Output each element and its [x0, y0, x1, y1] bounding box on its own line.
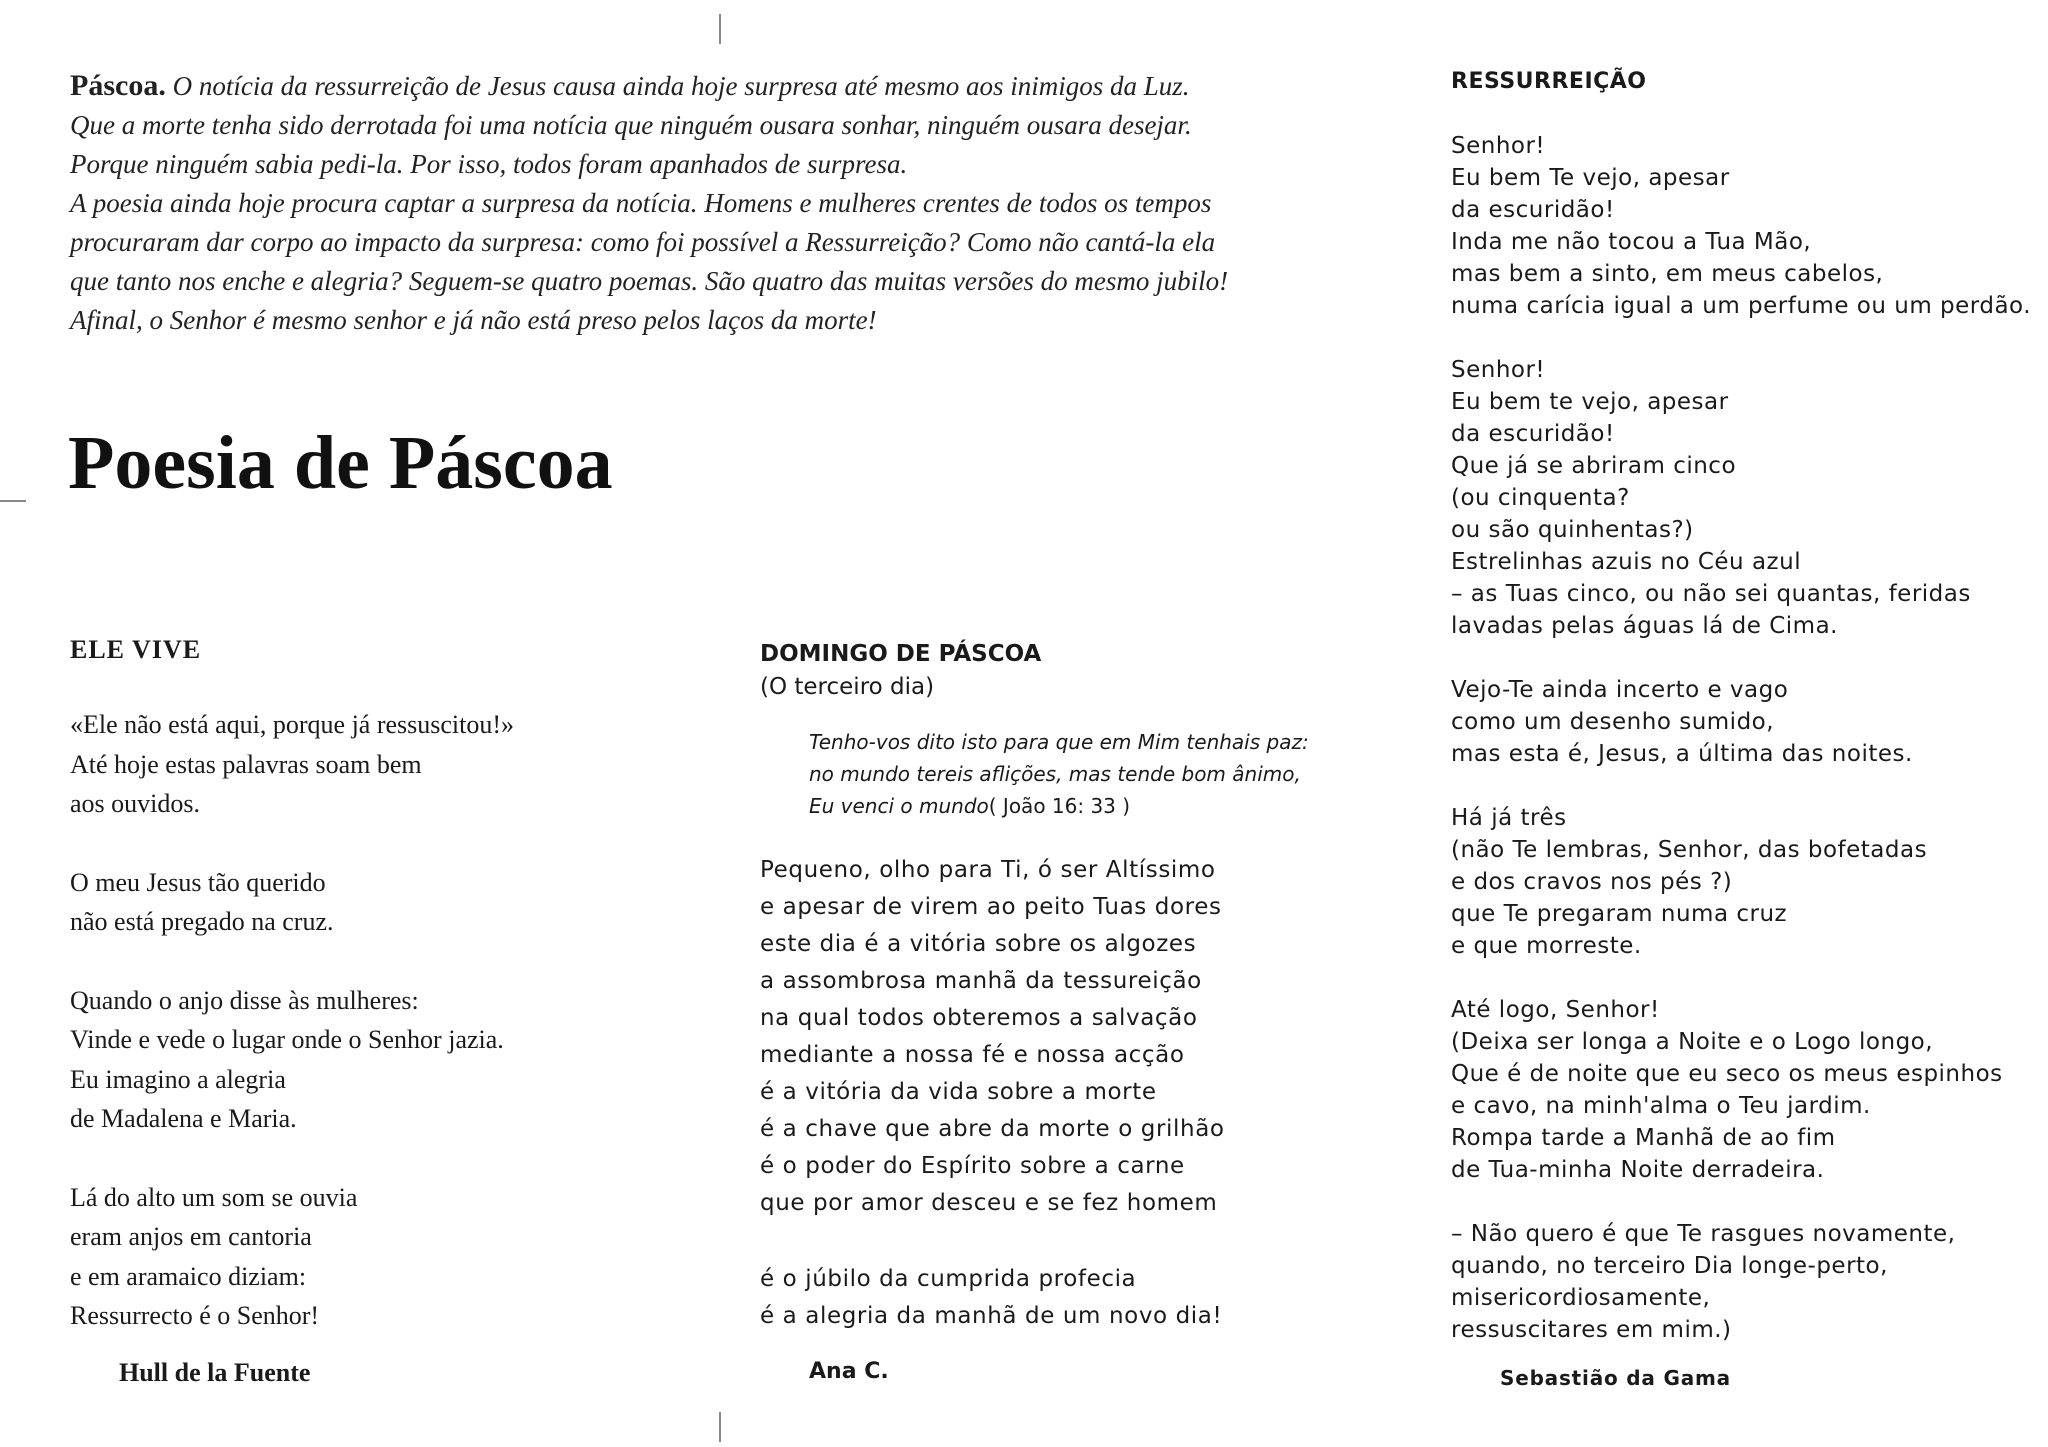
- stanza: [1451, 994, 2031, 1186]
- verse-line: mediante a nossa fé e nossa acção: [760, 1042, 1185, 1068]
- verse-line: Estrelinhas azuis no Céu azul: [1451, 549, 1802, 575]
- poem-title: ELE VIVE: [70, 635, 202, 664]
- verse-line: e que morreste.: [1451, 933, 1642, 959]
- verse-line: não está pregado na cruz.: [70, 907, 334, 936]
- stanza: [70, 863, 514, 942]
- verse-line: da escuridão!: [1451, 197, 1615, 223]
- epigraph-line: Eu venci o mundo( João 16: 33 ): [809, 794, 1131, 818]
- verse-line: (não Te lembras, Senhor, das bofetadas: [1451, 837, 1928, 863]
- fold-mark-bottom: [719, 1412, 721, 1442]
- verse-line: como um desenho sumido,: [1451, 709, 1775, 735]
- intro-paragraph: [70, 66, 1310, 340]
- intro-line: Páscoa. O notícia da ressurreição de Jesus causa ainda hoje surpresa até mesmo aos inimigos da Luz.: [70, 69, 1190, 102]
- poem-title: DOMINGO DE PÁSCOA: [760, 641, 1042, 667]
- verse-line: Senhor!: [1451, 357, 1546, 383]
- epigraph-reference: ( João 16: 33 ): [988, 794, 1131, 818]
- verse-line: que Te pregaram numa cruz: [1451, 901, 1788, 927]
- verse-line: mas bem a sinto, em meus cabelos,: [1451, 261, 1884, 287]
- poem-ressurreicao: [1451, 66, 2031, 1390]
- intro-line: A poesia ainda hoje procura captar a surpresa da notícia. Homens e mulheres crentes de todos os tempos: [70, 188, 1212, 218]
- verse-line: quando, no terceiro Dia longe-perto,: [1451, 1253, 1888, 1279]
- stanza: [70, 705, 514, 824]
- verse-line: – as Tuas cinco, ou não sei quantas, feridas: [1451, 581, 1971, 607]
- verse-line: este dia é a vitória sobre os algozes: [760, 931, 1197, 957]
- verse-line: Eu imagino a alegria: [70, 1064, 286, 1094]
- verse-line: Quando o anjo disse às mulheres:: [70, 985, 419, 1015]
- poem-title: RESSURREIÇÃO: [1451, 69, 1647, 94]
- verse-line: Vinde e vede o lugar onde o Senhor jazia.: [70, 1025, 504, 1054]
- verse-line: e cavo, na minh'alma o Teu jardim.: [1451, 1093, 1871, 1119]
- verse-line: – Não quero é que Te rasgues novamente,: [1451, 1221, 1956, 1247]
- verse-line: Vejo-Te ainda incerto e vago: [1451, 677, 1789, 703]
- stanza: [1451, 674, 2031, 770]
- verse-line: Há já três: [1451, 805, 1567, 831]
- verse-line: (Deixa ser longa a Noite e o Logo longo,: [1451, 1029, 1934, 1055]
- stanza: [1451, 1218, 2031, 1346]
- verse-line: aos ouvidos.: [70, 789, 200, 818]
- epigraph-line: no mundo tereis aflições, mas tende bom ânimo,: [809, 762, 1301, 786]
- stanza: [1451, 802, 2031, 962]
- epigraph-line: Tenho-vos dito isto para que em Mim tenhais paz:: [809, 730, 1309, 754]
- verse-line: Que já se abriram cinco: [1451, 453, 1737, 479]
- verse-line: é a chave que abre da morte o grilhão: [760, 1116, 1225, 1142]
- verse-line: Ressurrecto é o Senhor!: [70, 1301, 320, 1330]
- verse-line: O meu Jesus tão querido: [70, 867, 326, 897]
- poem-author: Sebastião da Gama: [1500, 1366, 1731, 1390]
- intro-line: Que a morte tenha sido derrotada foi uma notícia que ninguém ousara sonhar, ninguém ousara desejar.: [70, 110, 1192, 140]
- verse-line: Inda me não tocou a Tua Mão,: [1451, 229, 1812, 255]
- verse-line: lavadas pelas águas lá de Cima.: [1451, 613, 1838, 639]
- verse-line: de Tua-minha Noite derradeira.: [1451, 1157, 1825, 1183]
- stanza: [70, 1178, 514, 1336]
- verse-line: é a vitória da vida sobre a morte: [760, 1079, 1157, 1105]
- stanza: [1451, 354, 2031, 642]
- stanza: [1451, 130, 2031, 322]
- verse-line: Senhor!: [1451, 133, 1546, 159]
- verse-line: (ou cinquenta?: [1451, 485, 1630, 511]
- verse-line: na qual todos obteremos a salvação: [760, 1005, 1198, 1031]
- verse-line: eram anjos em cantoria: [70, 1222, 312, 1251]
- intro-lead: Páscoa.: [70, 69, 166, 102]
- poem-author: Hull de la Fuente: [119, 1357, 311, 1387]
- verse-line: Até hoje estas palavras soam bem: [70, 749, 422, 779]
- verse-line: de Madalena e Maria.: [70, 1104, 297, 1133]
- verse-line: mas esta é, Jesus, a última das noites.: [1451, 741, 1913, 767]
- verse-line: Lá do alto um som se ouvia: [70, 1182, 358, 1212]
- fold-mark-left: [0, 500, 26, 502]
- verse-line: Até logo, Senhor!: [1451, 997, 1660, 1023]
- verse-line: Pequeno, olho para Ti, ó ser Altíssimo: [760, 857, 1216, 883]
- page-title: Poesia de Páscoa: [68, 421, 613, 505]
- poem-author: Ana C.: [809, 1359, 889, 1384]
- verse-line: é a alegria da manhã de um novo dia!: [760, 1303, 1223, 1329]
- verse-line: Eu bem Te vejo, apesar: [1451, 165, 1730, 191]
- intro-line: Afinal, o Senhor é mesmo senhor e já não está preso pelos laços da morte!: [70, 305, 877, 335]
- verse-line: «Ele não está aqui, porque já ressuscitou!»: [70, 710, 515, 739]
- verse-line: e em aramaico diziam:: [70, 1261, 307, 1291]
- poem-epigraph: [809, 726, 1309, 822]
- stanza: [760, 852, 1309, 1222]
- verse-line: Que é de noite que eu seco os meus espinhos: [1451, 1061, 2003, 1087]
- poem-ele-vive: [70, 635, 514, 1388]
- verse-line: é o júbilo da cumprida profecia: [760, 1266, 1137, 1292]
- verse-line: da escuridão!: [1451, 421, 1615, 447]
- stanza: [70, 981, 514, 1139]
- verse-line: é o poder do Espírito sobre a carne: [760, 1153, 1185, 1179]
- verse-line: Eu bem te vejo, apesar: [1451, 389, 1729, 415]
- verse-line: ressuscitares em mim.): [1451, 1317, 1732, 1343]
- poem-domingo-de-pascoa: [760, 638, 1309, 1384]
- verse-line: a assombrosa manhã da tessureição: [760, 968, 1202, 994]
- intro-line: que tanto nos enche e alegria? Seguem-se quatro poemas. São quatro das muitas versões do mesmo jubilo!: [70, 266, 1229, 296]
- verse-line: numa carícia igual a um perfume ou um perdão.: [1451, 293, 2032, 319]
- poem-body: [70, 705, 514, 1336]
- fold-mark-top: [719, 14, 721, 44]
- verse-line: que por amor desceu e se fez homem: [760, 1190, 1218, 1216]
- poem-body: [1451, 130, 2031, 1346]
- intro-line: procuraram dar corpo ao impacto da surpresa: como foi possível a Ressurreição? Como não cantá-la ela: [70, 227, 1216, 257]
- verse-line: misericordiosamente,: [1451, 1285, 1711, 1311]
- intro-line: Porque ninguém sabia pedi-la. Por isso, todos foram apanhados de surpresa.: [70, 149, 908, 179]
- poem-subtitle: (O terceiro dia): [760, 674, 935, 700]
- poem-body: [760, 852, 1309, 1335]
- stanza: [760, 1261, 1309, 1335]
- verse-line: e apesar de virem ao peito Tuas dores: [760, 894, 1222, 920]
- verse-line: e dos cravos nos pés ?): [1451, 869, 1733, 895]
- verse-line: ou são quinhentas?): [1451, 517, 1694, 543]
- verse-line: Rompa tarde a Manhã de ao fim: [1451, 1125, 1836, 1151]
